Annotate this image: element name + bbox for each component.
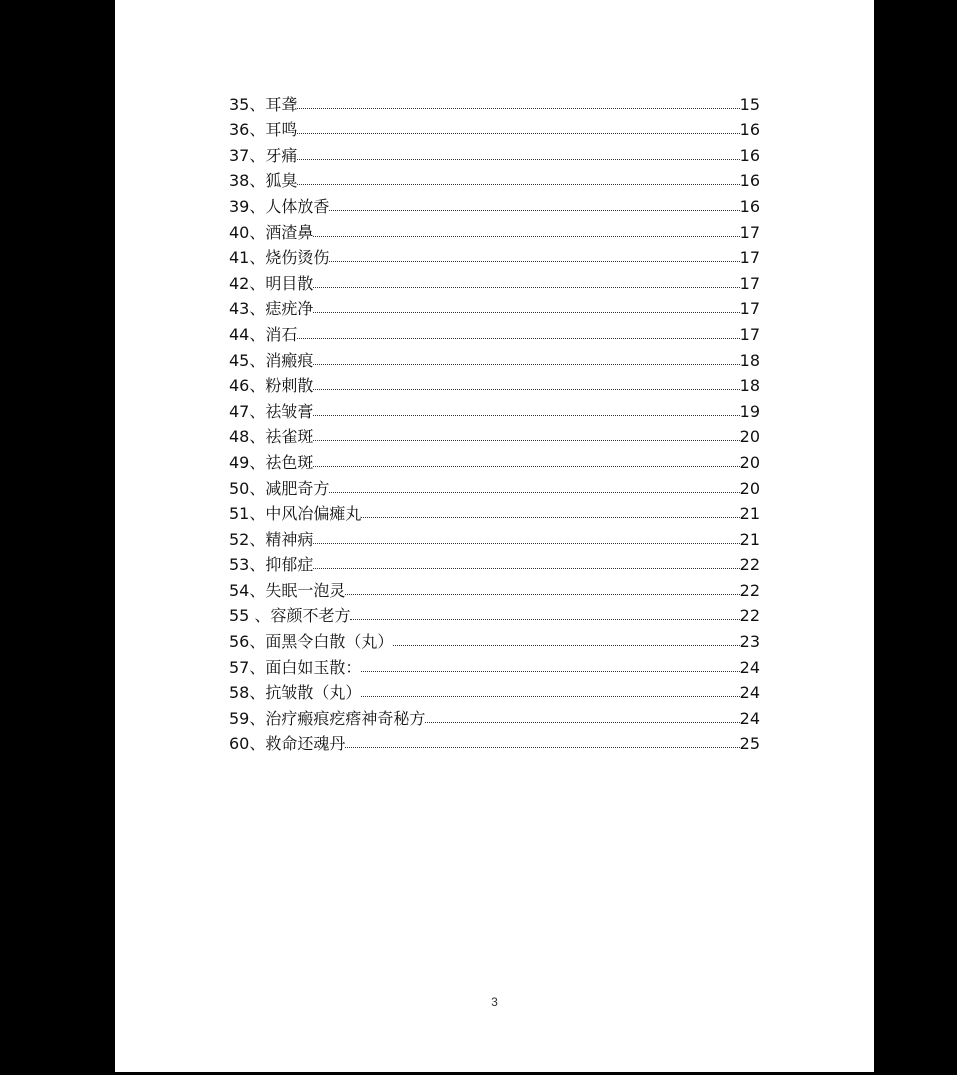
toc-entry-page: 16 bbox=[739, 145, 760, 165]
toc-entry-page: 20 bbox=[739, 478, 760, 498]
toc-dot-leader bbox=[297, 338, 739, 339]
toc-entry-page: 22 bbox=[739, 580, 760, 600]
toc-entry-number: 58、 bbox=[229, 683, 266, 703]
toc-entry[interactable] bbox=[229, 447, 760, 473]
toc-entry-number: 49、 bbox=[229, 452, 266, 472]
toc-dot-leader bbox=[361, 517, 739, 518]
toc-entry-page: 21 bbox=[739, 529, 760, 549]
toc-dot-leader bbox=[297, 133, 739, 134]
toc-dot-leader bbox=[297, 159, 739, 160]
toc-dot-leader bbox=[329, 261, 739, 262]
toc-dot-leader bbox=[313, 466, 739, 467]
toc-dot-leader bbox=[313, 312, 739, 313]
toc-entry-title: 明目散 bbox=[265, 273, 314, 293]
toc-entry-page: 18 bbox=[739, 350, 760, 370]
toc-entry-number: 39、 bbox=[229, 196, 266, 216]
toc-entry-title: 耳鸣 bbox=[265, 120, 298, 140]
toc-entry-number: 60、 bbox=[229, 734, 266, 754]
toc-entry-page: 24 bbox=[739, 657, 760, 677]
toc-dot-leader bbox=[297, 184, 739, 185]
table-of-contents bbox=[229, 89, 760, 754]
toc-dot-leader bbox=[361, 671, 739, 672]
toc-entry-number: 59、 bbox=[229, 708, 266, 728]
toc-entry-title: 面白如玉散： bbox=[265, 657, 362, 677]
toc-entry[interactable] bbox=[229, 473, 760, 499]
toc-entry-number: 40、 bbox=[229, 222, 266, 242]
toc-entry[interactable] bbox=[229, 524, 760, 550]
toc-entry-title: 牙痛 bbox=[265, 145, 298, 165]
toc-dot-leader bbox=[313, 287, 739, 288]
toc-entry-title: 消瘢痕 bbox=[265, 350, 314, 370]
toc-entry-title: 抑郁症 bbox=[265, 555, 314, 575]
toc-entry-title: 狐臭 bbox=[265, 171, 298, 191]
toc-dot-leader bbox=[350, 619, 739, 620]
toc-entry-number: 52、 bbox=[229, 529, 266, 549]
toc-entry-number: 36、 bbox=[229, 120, 266, 140]
toc-entry-page: 21 bbox=[739, 504, 760, 524]
toc-dot-leader bbox=[313, 364, 739, 365]
toc-entry[interactable] bbox=[229, 396, 760, 422]
toc-entry[interactable] bbox=[229, 422, 760, 448]
toc-dot-leader bbox=[345, 594, 739, 595]
toc-entry-number: 38、 bbox=[229, 171, 266, 191]
toc-entry-page: 17 bbox=[739, 273, 760, 293]
toc-dot-leader bbox=[393, 645, 739, 646]
toc-entry[interactable] bbox=[229, 550, 760, 576]
toc-dot-leader bbox=[329, 210, 739, 211]
toc-entry-number: 57、 bbox=[229, 657, 266, 677]
toc-entry-page: 16 bbox=[739, 171, 760, 191]
toc-entry[interactable] bbox=[229, 703, 760, 729]
toc-entry-title: 减肥奇方 bbox=[265, 478, 330, 498]
toc-entry-title: 粉刺散 bbox=[265, 376, 314, 396]
toc-entry-page: 17 bbox=[739, 324, 760, 344]
toc-entry[interactable] bbox=[229, 499, 760, 525]
toc-entry-number: 45、 bbox=[229, 350, 266, 370]
toc-dot-leader bbox=[313, 440, 739, 441]
toc-entry[interactable] bbox=[229, 243, 760, 269]
toc-entry[interactable] bbox=[229, 140, 760, 166]
toc-entry-number: 37、 bbox=[229, 145, 266, 165]
toc-entry-number: 42、 bbox=[229, 273, 266, 293]
toc-entry[interactable] bbox=[229, 268, 760, 294]
toc-entry-title: 祛雀斑 bbox=[265, 427, 314, 447]
toc-entry[interactable] bbox=[229, 652, 760, 678]
toc-entry-number: 54、 bbox=[229, 580, 266, 600]
toc-entry-title: 痣疣净 bbox=[265, 299, 314, 319]
toc-entry[interactable] bbox=[229, 729, 760, 755]
toc-entry-title: 面黑令白散（丸） bbox=[265, 632, 394, 652]
toc-entry-number: 46、 bbox=[229, 376, 266, 396]
toc-entry-page: 18 bbox=[739, 376, 760, 396]
toc-entry-page: 22 bbox=[739, 606, 760, 626]
toc-entry-title: 抗皱散（丸） bbox=[265, 683, 362, 703]
page-number: 3 bbox=[491, 995, 498, 1009]
toc-entry-title: 耳聋 bbox=[265, 94, 298, 114]
toc-entry-page: 17 bbox=[739, 299, 760, 319]
toc-entry-title: 人体放香 bbox=[265, 196, 330, 216]
toc-entry-title: 失眠一泡灵 bbox=[265, 580, 346, 600]
toc-entry[interactable] bbox=[229, 294, 760, 320]
toc-dot-leader bbox=[361, 696, 739, 697]
toc-entry-number: 55 、 bbox=[229, 606, 271, 626]
toc-entry-number: 53、 bbox=[229, 555, 266, 575]
toc-entry-title: 精神病 bbox=[265, 529, 314, 549]
toc-entry-title: 祛皱膏 bbox=[265, 401, 314, 421]
toc-entry-page: 20 bbox=[739, 452, 760, 472]
toc-entry-page: 20 bbox=[739, 427, 760, 447]
toc-entry-page: 24 bbox=[739, 708, 760, 728]
toc-entry[interactable] bbox=[229, 319, 760, 345]
toc-entry-number: 50、 bbox=[229, 478, 266, 498]
toc-entry[interactable] bbox=[229, 371, 760, 397]
toc-entry-number: 44、 bbox=[229, 324, 266, 344]
toc-dot-leader bbox=[313, 389, 739, 390]
toc-entry[interactable] bbox=[229, 191, 760, 217]
toc-entry-number: 48、 bbox=[229, 427, 266, 447]
toc-entry-page: 24 bbox=[739, 683, 760, 703]
toc-entry-page: 25 bbox=[739, 734, 760, 754]
toc-dot-leader bbox=[329, 492, 739, 493]
toc-entry[interactable] bbox=[229, 575, 760, 601]
toc-dot-leader bbox=[313, 568, 739, 569]
toc-entry-page: 15 bbox=[739, 94, 760, 114]
toc-entry-title: 治疗瘢痕疙瘩神奇秘方 bbox=[265, 708, 426, 728]
toc-entry-number: 56、 bbox=[229, 632, 266, 652]
toc-entry-title: 救命还魂丹 bbox=[265, 734, 346, 754]
toc-entry-number: 47、 bbox=[229, 401, 266, 421]
toc-entry-title: 祛色斑 bbox=[265, 452, 314, 472]
toc-entry-number: 35、 bbox=[229, 94, 266, 114]
toc-entry-page: 17 bbox=[739, 222, 760, 242]
toc-entry-number: 43、 bbox=[229, 299, 266, 319]
toc-dot-leader bbox=[313, 543, 739, 544]
toc-entry-page: 19 bbox=[739, 401, 760, 421]
toc-entry-page: 17 bbox=[739, 248, 760, 268]
toc-entry-page: 16 bbox=[739, 120, 760, 140]
toc-entry-title: 容颜不老方 bbox=[270, 606, 351, 626]
toc-entry[interactable] bbox=[229, 89, 760, 115]
toc-entry-title: 烧伤烫伤 bbox=[265, 248, 330, 268]
toc-entry-title: 酒渣鼻 bbox=[265, 222, 314, 242]
toc-entry-page: 23 bbox=[739, 632, 760, 652]
toc-dot-leader bbox=[345, 747, 739, 748]
toc-entry[interactable] bbox=[229, 345, 760, 371]
toc-dot-leader bbox=[313, 415, 739, 416]
toc-dot-leader bbox=[313, 236, 739, 237]
toc-entry[interactable] bbox=[229, 678, 760, 704]
toc-entry[interactable] bbox=[229, 115, 760, 141]
toc-entry-title: 消石 bbox=[265, 324, 298, 344]
toc-entry-page: 22 bbox=[739, 555, 760, 575]
toc-entry[interactable] bbox=[229, 166, 760, 192]
toc-dot-leader bbox=[425, 722, 739, 723]
toc-entry-number: 51、 bbox=[229, 504, 266, 524]
toc-entry-number: 41、 bbox=[229, 248, 266, 268]
toc-dot-leader bbox=[297, 108, 739, 109]
toc-entry-title: 中风冶偏瘫丸 bbox=[265, 504, 362, 524]
toc-entry[interactable] bbox=[229, 601, 760, 627]
document-page bbox=[115, 0, 874, 1072]
toc-entry[interactable] bbox=[229, 217, 760, 243]
toc-entry-page: 16 bbox=[739, 196, 760, 216]
toc-entry[interactable] bbox=[229, 626, 760, 652]
